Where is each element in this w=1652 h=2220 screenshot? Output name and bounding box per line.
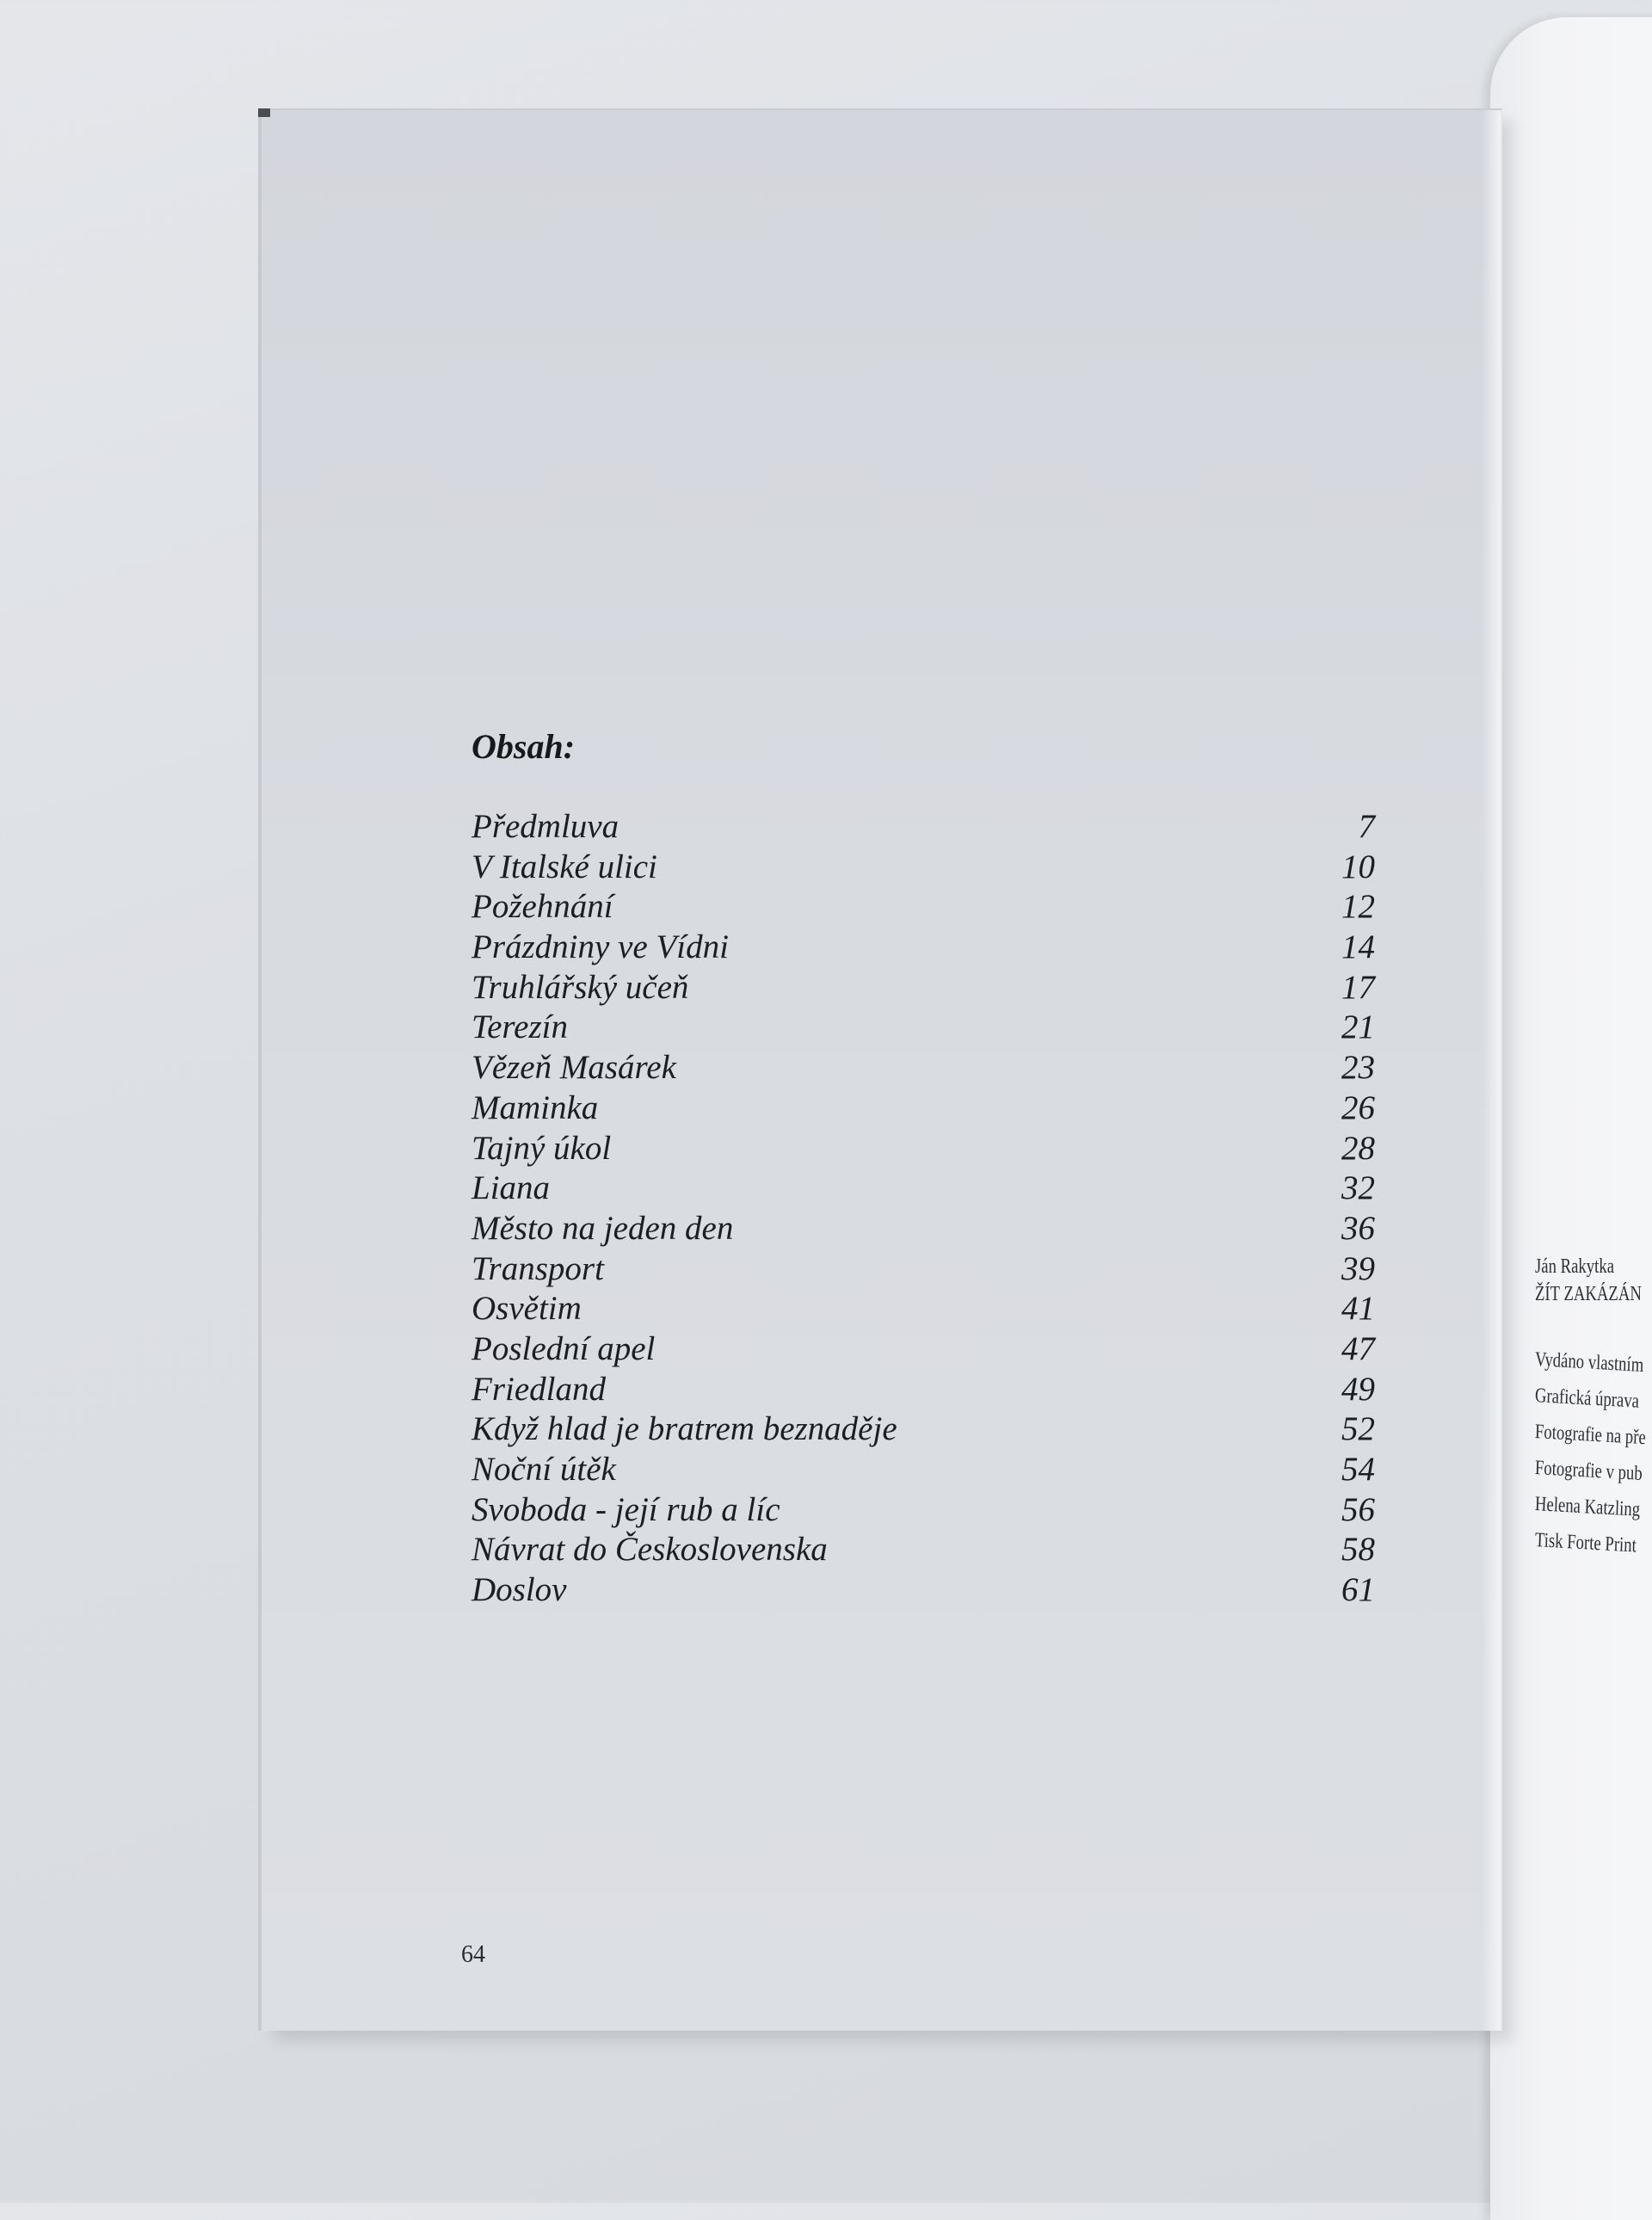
toc-entry-title: Doslov xyxy=(472,1571,567,1609)
book-title: ŽÍT ZAKÁZÁN xyxy=(1535,1283,1642,1305)
toc-entry xyxy=(472,1530,1633,1570)
toc-entry xyxy=(472,1088,1633,1129)
toc-entry-title: Prázdniny ve Vídni xyxy=(472,928,729,966)
toc-entry xyxy=(472,968,1633,1008)
toc-entry-page: 28 xyxy=(1341,1129,1375,1167)
toc-entry-page: 39 xyxy=(1341,1249,1375,1287)
toc-entry-page: 26 xyxy=(1341,1088,1375,1126)
toc-entry xyxy=(472,1370,1633,1410)
toc-entry-page: 32 xyxy=(1341,1169,1375,1207)
toc-entry-title: Transport xyxy=(472,1249,604,1287)
toc-entry-page: 52 xyxy=(1341,1410,1375,1448)
toc-entry-title: Terezín xyxy=(472,1008,568,1046)
toc-entry-title: Město na jeden den xyxy=(472,1209,734,1247)
toc-entry-title: Požehnání xyxy=(472,888,613,926)
page-corner-mark xyxy=(258,108,270,117)
toc-entry xyxy=(472,1409,1633,1450)
toc-entry-title: Osvětim xyxy=(472,1290,582,1328)
toc-entry-title: Noční útěk xyxy=(472,1451,616,1488)
toc-entry xyxy=(472,1570,1633,1611)
toc-entry xyxy=(472,928,1633,968)
toc-entry-title: Vězeň Masárek xyxy=(472,1049,676,1087)
credit-line: Grafická úprava xyxy=(1534,1384,1640,1413)
credit-line: Vydáno vlastním xyxy=(1534,1348,1644,1378)
table-of-contents-page xyxy=(258,108,1502,2031)
toc-entry-title: Svoboda - její rub a líc xyxy=(472,1490,780,1528)
toc-entry-title: V Italské ulici xyxy=(472,848,657,885)
author-name: Ján Rakytka xyxy=(1535,1255,1615,1278)
toc-entry-title: Liana xyxy=(472,1169,551,1207)
credit-line: Helena Katzling xyxy=(1534,1493,1641,1521)
page-number: 64 xyxy=(461,1941,485,1968)
toc-entry-page: 58 xyxy=(1341,1531,1375,1569)
toc-entry-page: 56 xyxy=(1341,1490,1375,1528)
toc-entry-page: 54 xyxy=(1341,1451,1375,1488)
toc-heading: Obsah: xyxy=(472,727,576,766)
toc-entry xyxy=(472,1450,1633,1490)
toc-entry xyxy=(472,1249,1633,1290)
toc-entry-title: Když hlad je bratrem beznaděje xyxy=(472,1410,897,1448)
toc-entry-title: Maminka xyxy=(472,1088,599,1126)
toc-entry-page: 21 xyxy=(1341,1008,1375,1046)
credit-line: Fotografie v pub xyxy=(1534,1457,1643,1485)
toc-entry-page: 49 xyxy=(1341,1370,1375,1408)
toc-entry xyxy=(472,1329,1633,1370)
toc-entry-page: 17 xyxy=(1341,968,1375,1006)
toc-entry xyxy=(472,1169,1633,1209)
toc-entry-title: Truhlářský učeň xyxy=(472,968,689,1006)
toc-entry xyxy=(472,1209,1633,1249)
toc-entry-page: 47 xyxy=(1341,1329,1375,1367)
toc-entry-page: 41 xyxy=(1341,1290,1375,1328)
credit-line: Fotografie na pře xyxy=(1534,1421,1647,1450)
toc-entry-title: Předmluva xyxy=(472,808,620,845)
toc-entry-page: 61 xyxy=(1341,1571,1375,1609)
toc-entry-page: 14 xyxy=(1341,928,1375,966)
toc-entry-page: 12 xyxy=(1341,888,1375,926)
toc-entry-title: Poslední apel xyxy=(472,1329,656,1367)
toc-entry-page: 10 xyxy=(1341,848,1375,885)
toc-entry xyxy=(472,1289,1633,1329)
toc-entry xyxy=(472,848,1633,888)
toc-entry xyxy=(472,1008,1633,1048)
toc-entry-title: Tajný úkol xyxy=(472,1129,612,1167)
toc-entry xyxy=(472,1129,1633,1169)
credit-line: Tisk Forte Print xyxy=(1534,1529,1637,1557)
toc-entry-page: 36 xyxy=(1341,1209,1375,1247)
toc-entry-page: 7 xyxy=(1358,808,1375,845)
toc-entry-title: Friedland xyxy=(472,1370,606,1408)
toc-entry xyxy=(472,1490,1633,1531)
toc-list xyxy=(472,807,1633,1611)
toc-entry-title: Návrat do Československa xyxy=(472,1531,828,1569)
toc-entry xyxy=(472,887,1633,928)
toc-entry xyxy=(472,807,1633,848)
toc-entry xyxy=(472,1048,1633,1088)
toc-entry-page: 23 xyxy=(1341,1049,1375,1087)
